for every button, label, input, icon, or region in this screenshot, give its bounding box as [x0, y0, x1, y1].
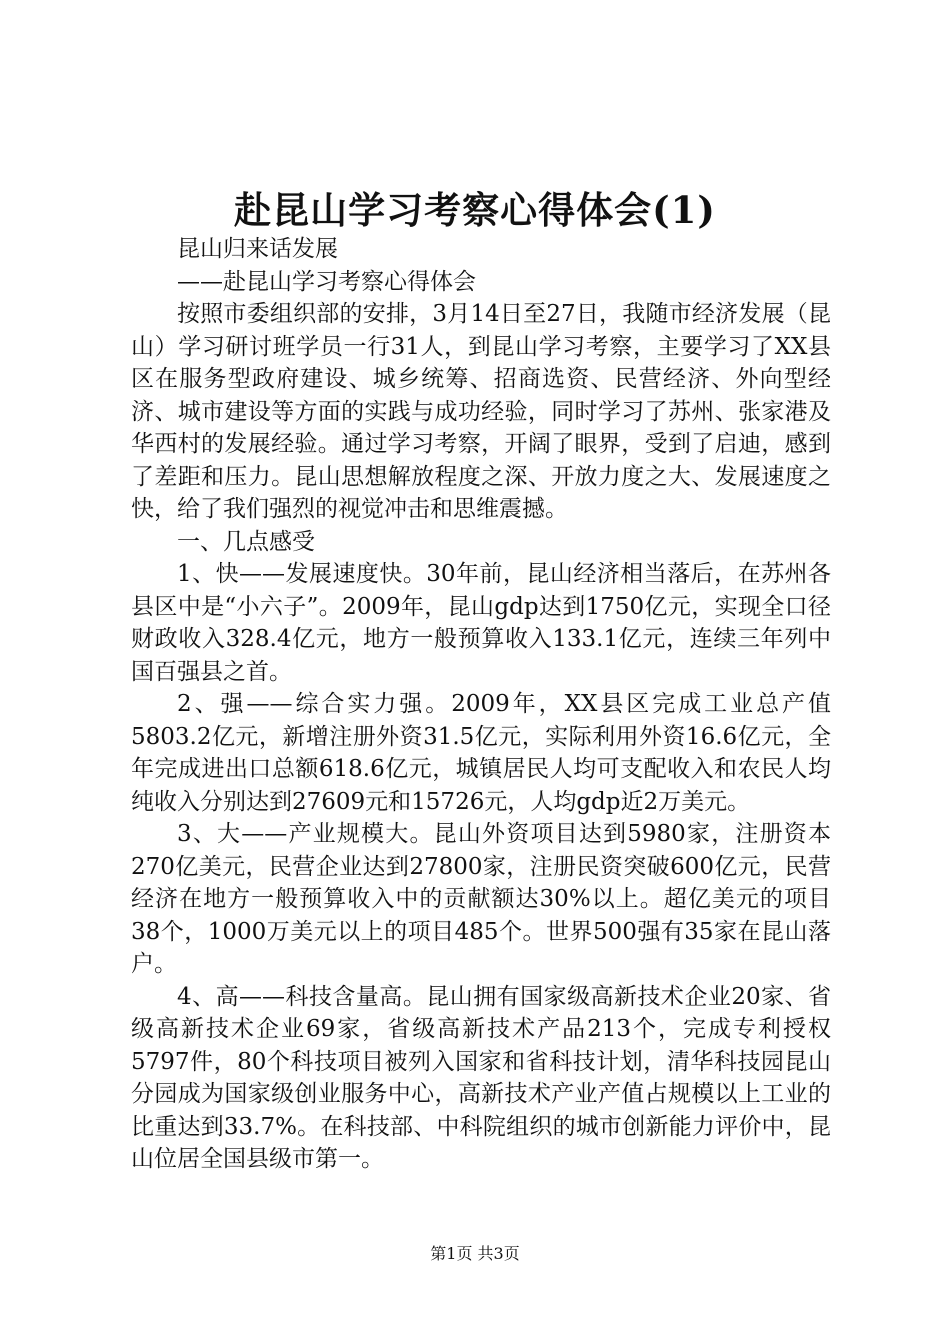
paragraph-point-2: 2、强——综合实力强。2009年，XX县区完成工业总产值5803.2亿元，新增注册外资31.5亿元，实际利用外资16.6亿元，全年完成进出口总额618.6亿元，城镇居民人均可支配收入和农民人均纯收入分别达到27609元和15726元，人均gdp近2万美元。: [131, 691, 831, 815]
paragraph-point-4: 4、高——科技含量高。昆山拥有国家级高新技术企业20家、省级高新技术企业69家，省级高新技术产品213个，完成专利授权5797件，80个科技项目被列入国家和省科技计划，清华科技园昆山分园成为国家级创业服务中心，高新技术产业产值占规模以上工业的比重达到33.7%。在科技部、中科院组织的城市创新能力评价中，昆山位居全国县级市第一。: [131, 983, 831, 1172]
document-body: [131, 233, 831, 1176]
document-title: 赴昆山学习考察心得体会(1): [234, 188, 716, 232]
subtitle: 昆山归来话发展: [177, 236, 338, 262]
paragraph-intro: 按照市委组织部的安排，3月14日至27日，我随市经济发展（昆山）学习研讨班学员一行31人，到昆山学习考察，主要学习了XX县区在服务型政府建设、城乡统筹、招商选资、民营经济、外向型经济、城市建设等方面的实践与成功经验，同时学习了苏州、张家港及华西村的发展经验。通过学习考察，开阔了眼界，受到了启迪，感到了差距和压力。昆山思想解放程度之深、开放力度之大、发展速度之快，给了我们强烈的视觉冲击和思维震撼。: [131, 301, 831, 522]
page-footer: 第1页 共3页: [430, 1244, 520, 1263]
subheading: ——赴昆山学习考察心得体会: [177, 268, 476, 295]
paragraph-point-1: 1、快——发展速度快。30年前，昆山经济相当落后，在苏州各县区中是“小六子”。2009年，昆山gdp达到1750亿元，实现全口径财政收入328.4亿元，地方一般预算收入133.1亿元，连续三年列中国百强县之首。: [131, 561, 831, 685]
paragraph-point-3: 3、大——产业规模大。昆山外资项目达到5980家，注册资本270亿美元，民营企业达到27800家，注册民资突破600亿元，民营经济在地方一般预算收入中的贡献额达30%以上。超亿美元的项目38个，1000万美元以上的项目485个。世界500强有35家在昆山落户。: [131, 821, 831, 977]
section-heading: 一、几点感受: [177, 528, 315, 555]
